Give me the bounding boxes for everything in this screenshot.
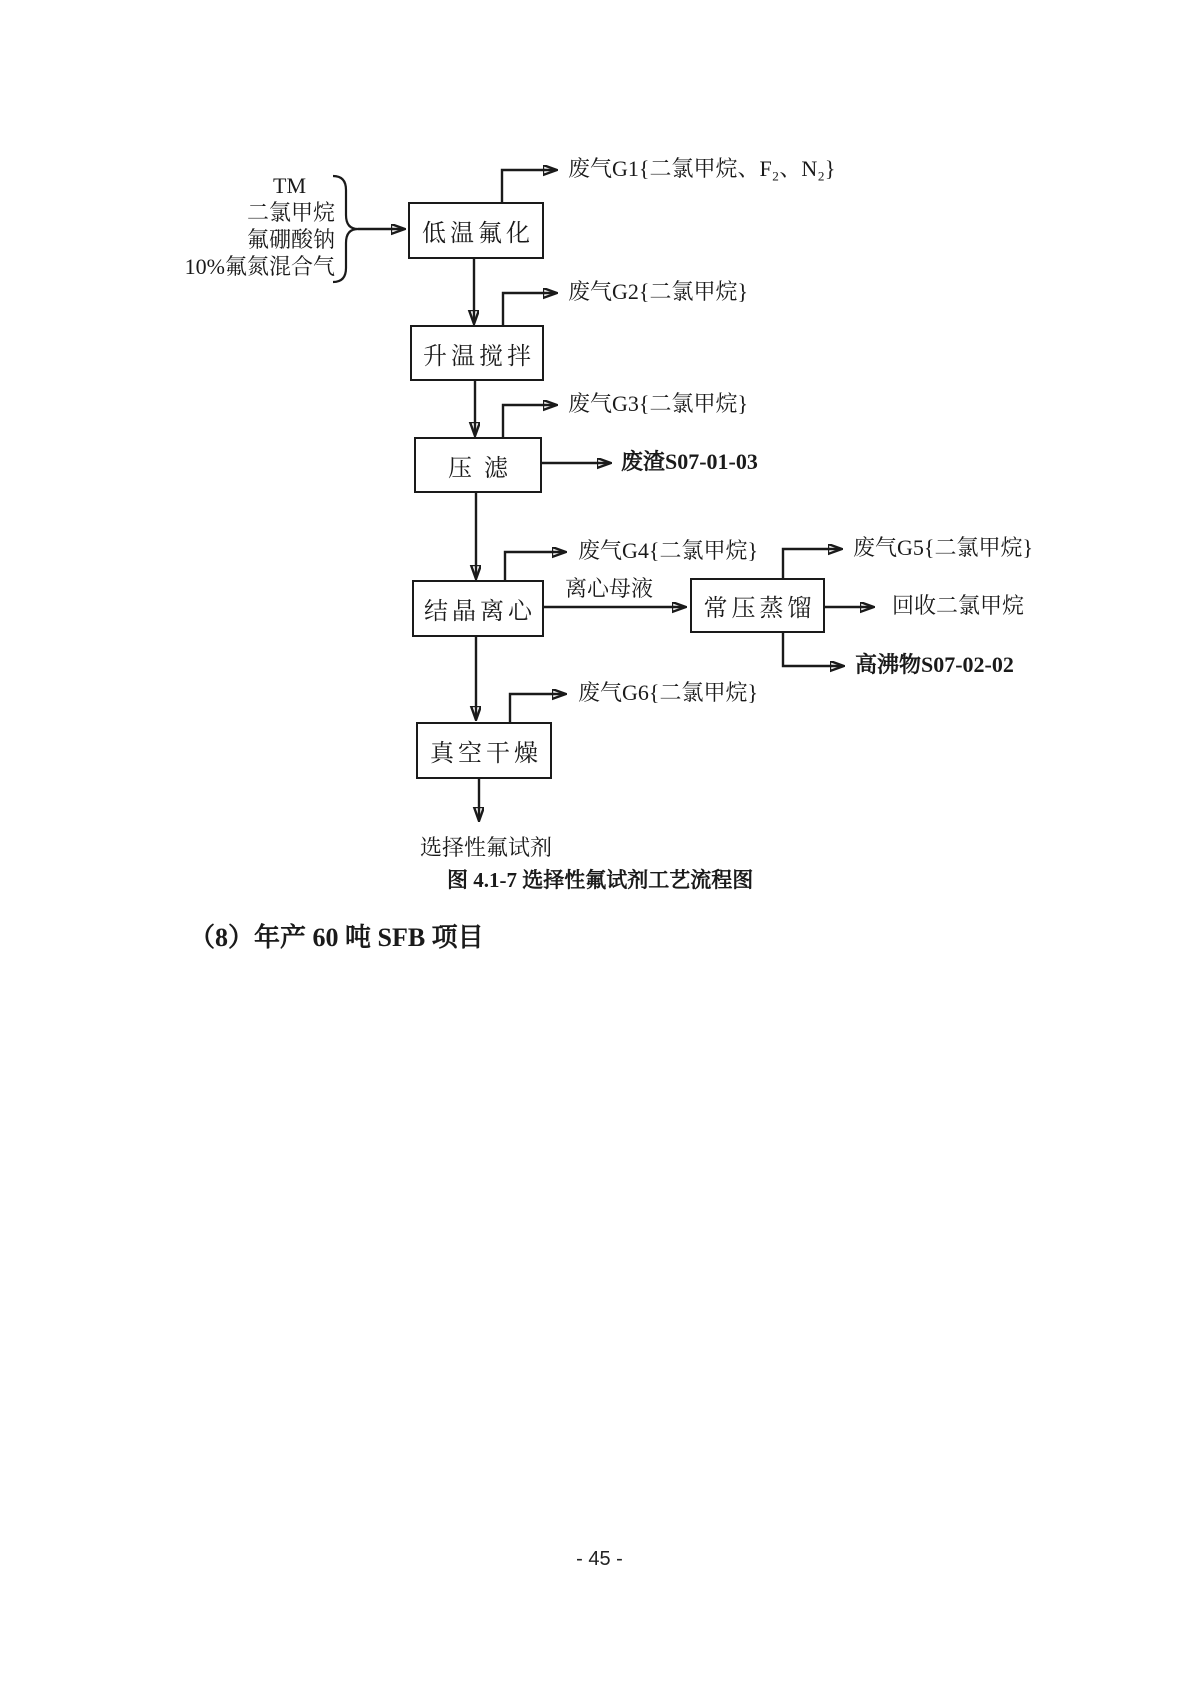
input-material: TM bbox=[273, 173, 306, 198]
arrow-waste-gas-g6 bbox=[510, 694, 565, 722]
figure-caption: 图 4.1-7 选择性氟试剂工艺流程图 bbox=[447, 868, 754, 892]
input-brace bbox=[333, 176, 358, 282]
process-box-press-filter: 压滤 bbox=[414, 437, 542, 493]
label-waste-gas-g6: 废气G6{二氯甲烷} bbox=[578, 680, 759, 705]
label-waste-gas-g4: 废气G4{二氯甲烷} bbox=[578, 538, 759, 563]
process-box-vacuum-dry: 真空干燥 bbox=[416, 722, 552, 779]
label-mother-liquor: 离心母液 bbox=[565, 576, 654, 601]
section-heading: （8）年产 60 吨 SFB 项目 bbox=[189, 923, 484, 952]
input-material: 10%氟氮混合气 bbox=[184, 254, 335, 279]
process-box-heat-stir: 升温搅拌 bbox=[410, 325, 544, 381]
arrow-high-boiler bbox=[783, 629, 843, 666]
label-recovered-dcm: 回收二氯甲烷 bbox=[892, 593, 1025, 618]
arrow-waste-gas-g5 bbox=[783, 549, 841, 578]
label-high-boiler: 高沸物S07-02-02 bbox=[855, 652, 1014, 677]
label-waste-gas-g5: 废气G5{二氯甲烷} bbox=[853, 535, 1034, 560]
input-material: 二氯甲烷 bbox=[246, 200, 335, 225]
label-waste-gas-g1: 废气G1{二氯甲烷、F₂、N₂} bbox=[568, 156, 836, 181]
process-box-crystal-centrifuge: 结晶离心 bbox=[412, 580, 544, 637]
arrow-waste-gas-g4 bbox=[505, 552, 565, 580]
label-waste-gas-g2: 废气G2{二氯甲烷} bbox=[568, 279, 749, 304]
process-box-atm-distillation: 常压蒸馏 bbox=[690, 578, 825, 633]
page-number: - 45 - bbox=[576, 1548, 623, 1570]
arrow-waste-gas-g2 bbox=[503, 293, 556, 325]
input-materials-list bbox=[150, 172, 335, 280]
label-waste-gas-g3: 废气G3{二氯甲烷} bbox=[568, 391, 749, 416]
arrow-waste-gas-g3 bbox=[503, 405, 556, 437]
arrow-waste-gas-g1 bbox=[502, 170, 556, 202]
input-material: 氟硼酸钠 bbox=[246, 227, 335, 252]
label-product: 选择性氟试剂 bbox=[420, 835, 553, 860]
process-box-low-temp-fluorination: 低温氟化 bbox=[408, 202, 544, 259]
label-slag: 废渣S07-01-03 bbox=[621, 449, 758, 474]
